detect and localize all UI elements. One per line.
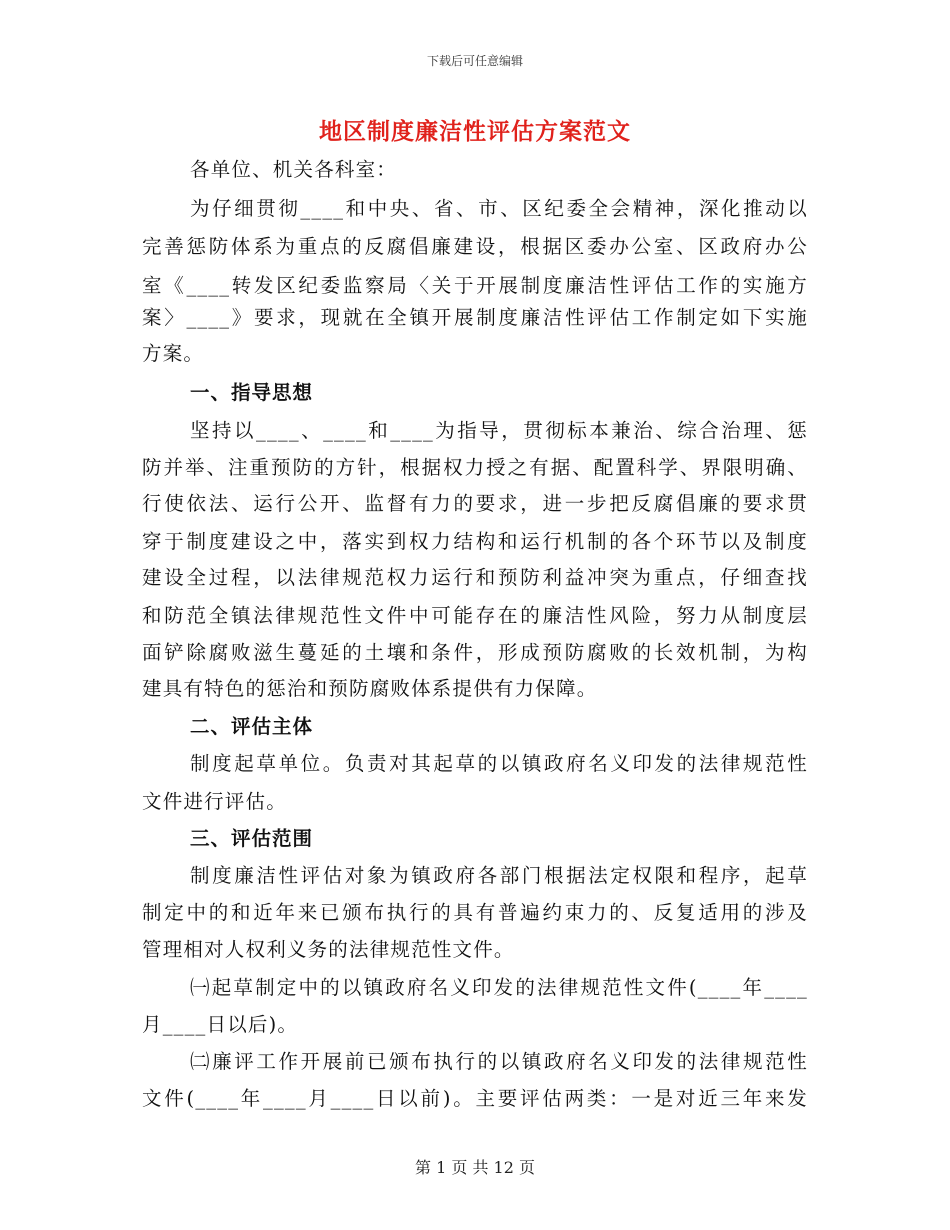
body-line: 月____日以后)。	[142, 1013, 299, 1036]
body-line: 管理相对人权利义务的法律规范性文件。	[142, 938, 515, 961]
body-line: 制度廉洁性评估对象为镇政府各部门根据法定权限和程序，起草	[190, 864, 808, 887]
body-line: 和防范全镇法律规范性文件中可能存在的廉洁性风险，努力从制度层	[142, 604, 808, 627]
body-line: 面铲除腐败滋生蔓延的土壤和条件，形成预防腐败的长效机制，为构	[142, 641, 808, 664]
section-heading: 三、评估范围	[190, 827, 314, 850]
body-line: 室《____转发区纪委监察局〈关于开展制度廉洁性评估工作的实施方	[142, 274, 808, 297]
body-line: 制度起草单位。负责对其起草的以镇政府名义印发的法律规范性	[190, 752, 808, 775]
body-line: 文件(____年____月____日以前)。主要评估两类：一是对近三年来发	[142, 1087, 808, 1110]
document-title: 地区制度廉洁性评估方案范文	[319, 118, 631, 145]
body-line: 坚持以____、____和____为指导，贯彻标本兼治、综合治理、惩	[190, 419, 808, 442]
body-line: 文件进行评估。	[142, 790, 287, 813]
body-line: 行使依法、运行公开、监督有力的要求，进一步把反腐倡廉的要求贯	[142, 492, 808, 515]
body-line: 案〉____》要求，现就在全镇开展制度廉洁性评估工作制定如下实施	[142, 306, 808, 329]
body-line: 方案。	[142, 342, 205, 365]
body-line: 建具有特色的惩治和预防腐败体系提供有力保障。	[142, 677, 598, 700]
body-line: 建设全过程，以法律规范权力运行和预防利益冲突为重点，仔细查找	[142, 566, 808, 589]
salutation-line: 各单位、机关各科室：	[190, 158, 398, 181]
body-line: 防并举、注重预防的方针，根据权力授之有据、配置科学、界限明确、	[142, 456, 808, 479]
page-number: 第 1 页 共 12 页	[415, 1158, 535, 1177]
body-line: 穿于制度建设之中，落实到权力结构和运行机制的各个环节以及制度	[142, 530, 808, 553]
body-line: ㈡廉评工作开展前已颁布执行的以镇政府名义印发的法律规范性	[190, 1050, 808, 1073]
body-line: 制定中的和近年来已颁布执行的具有普遍约束力的、反复适用的涉及	[142, 901, 808, 924]
body-line: 为仔细贯彻____和中央、省、市、区纪委全会精神，深化推动以	[190, 197, 808, 220]
body-line: ㈠起草制定中的以镇政府名义印发的法律规范性文件(____年____	[190, 976, 808, 999]
body-line: 完善惩防体系为重点的反腐倡廉建设，根据区委办公室、区政府办公	[142, 235, 808, 258]
header-note: 下载后可任意编辑	[426, 54, 523, 68]
section-heading: 一、指导思想	[190, 381, 314, 404]
section-heading: 二、评估主体	[190, 715, 314, 738]
